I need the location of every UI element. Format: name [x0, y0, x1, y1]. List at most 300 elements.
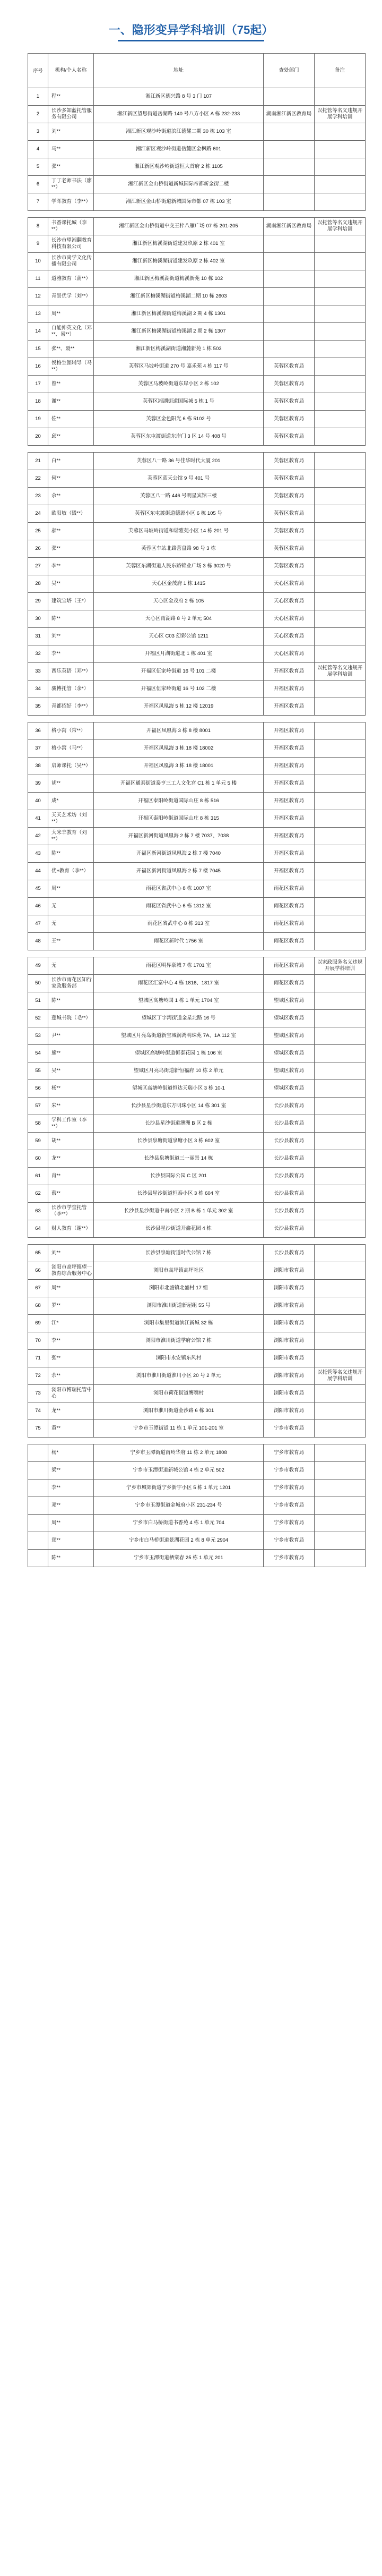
cell-name: 余** [48, 488, 94, 505]
cell-note [315, 610, 366, 628]
cell-note [315, 1385, 366, 1402]
table-row [28, 593, 366, 610]
cell-no: 59 [28, 1133, 48, 1150]
cell-no: 14 [28, 323, 48, 341]
table-row [28, 323, 366, 341]
column-header-name: 机构/个人名称 [48, 54, 94, 88]
cell-name: 刘** [48, 1245, 94, 1262]
cell-name: 青景优学（刘**） [48, 288, 94, 305]
table-row [28, 376, 366, 393]
cell-address: 浏阳市淮川街道淮川小区 20 号 2 单元 [94, 1367, 264, 1385]
cell-name: 黄** [48, 1420, 94, 1438]
cell-no: 53 [28, 1027, 48, 1045]
cell-no [28, 1480, 48, 1497]
cell-no: 65 [28, 1245, 48, 1262]
table-row [28, 88, 366, 106]
cell-address: 开福区凤凰海 5 栋 12 楼 12019 [94, 698, 264, 716]
cell-name: 李** [48, 1480, 94, 1497]
cell-note [315, 428, 366, 446]
table-row [28, 1480, 366, 1497]
cell-name: 浏阳市高坪镇望一教育综合服务中心 [48, 1262, 94, 1280]
table-row [28, 1027, 366, 1045]
cell-note [315, 1185, 366, 1203]
cell-department [264, 88, 315, 106]
cell-name: 周** [48, 1280, 94, 1297]
cell-department: 长沙县教育局 [264, 1115, 315, 1133]
table-row [28, 193, 366, 211]
table-body [28, 88, 366, 1567]
cell-name: 财人教育（谢**） [48, 1220, 94, 1238]
cell-name: 莲城书院（毛**） [48, 1010, 94, 1027]
cell-no [28, 1462, 48, 1480]
cell-note [315, 123, 366, 141]
cell-name: 丁丁老师书法（廖**） [48, 176, 94, 193]
cell-no: 61 [28, 1168, 48, 1185]
cell-name: 蔡** [48, 1185, 94, 1203]
cell-no: 39 [28, 775, 48, 793]
cell-department: 芙蓉区教育局 [264, 505, 315, 523]
cell-department: 芙蓉区教育局 [264, 376, 315, 393]
cell-department: 望城区教育局 [264, 1045, 315, 1062]
cell-no [28, 1444, 48, 1462]
cell-name: 格小窝（马**） [48, 740, 94, 758]
cell-address: 浏阳市集里街道滨江新城 32 栋 [94, 1315, 264, 1332]
cell-name: 李** [48, 1332, 94, 1350]
cell-department: 雨花区教育局 [264, 880, 315, 898]
cell-department: 雨花区教育局 [264, 975, 315, 992]
cell-name: 吴** [48, 575, 94, 593]
cell-no: 21 [28, 453, 48, 470]
table-row [28, 123, 366, 141]
cell-department: 开福区教育局 [264, 722, 315, 740]
cell-note [315, 645, 366, 663]
table-row [28, 1098, 366, 1115]
cell-department [264, 123, 315, 141]
cell-department: 望城区教育局 [264, 1080, 315, 1098]
cell-no: 22 [28, 470, 48, 488]
cell-address: 宁乡市玉潭街道 11 栋 1 单元 101-201 室 [94, 1420, 264, 1438]
cell-department: 望城区教育局 [264, 992, 315, 1010]
cell-department: 芙蓉区教育局 [264, 393, 315, 411]
cell-address: 芙蓉区车站北路营盘路 98 号 3 栋 [94, 540, 264, 558]
cell-note [315, 863, 366, 880]
cell-address: 湘江新区观沙岭街道恒大首府 2 栋 1105 [94, 158, 264, 176]
cell-name: 天天艺术坊（刘**） [48, 810, 94, 828]
cell-address: 宁乡市白马桥街道书香苑 4 栋 1 单元 704 [94, 1515, 264, 1532]
table-row [28, 470, 366, 488]
cell-note [315, 1080, 366, 1098]
cell-department: 浏阳市教育局 [264, 1297, 315, 1315]
cell-name: 陈** [48, 1550, 94, 1567]
cell-note [315, 722, 366, 740]
cell-address: 开福区泰阳岭街道国际山庄 8 栋 315 [94, 810, 264, 828]
cell-department [264, 305, 315, 323]
cell-department: 长沙县教育局 [264, 1203, 315, 1220]
cell-note [315, 1150, 366, 1168]
cell-name: 成* [48, 793, 94, 810]
column-header-note: 备注 [315, 54, 366, 88]
cell-name: 张** [48, 540, 94, 558]
table-row [28, 558, 366, 575]
cell-address: 长沙县星沙街道开鑫花园 4 栋 [94, 1220, 264, 1238]
cell-address: 开福区新河街道凤凰海 2 栋 7 楼 7037、7038 [94, 828, 264, 845]
table-row [28, 1532, 366, 1550]
table-row [28, 393, 366, 411]
page-break-gap [28, 1238, 366, 1245]
cell-address: 浏阳市高坪镇高坪社区 [94, 1262, 264, 1280]
cell-note [315, 470, 366, 488]
cell-no: 17 [28, 376, 48, 393]
cell-department [264, 176, 315, 193]
page-title: 一、隐形变异学科培训（75起） [108, 23, 274, 37]
cell-name: 龙** [48, 1402, 94, 1420]
cell-note [315, 393, 366, 411]
table-row [28, 845, 366, 863]
cell-name: 骏博托管（余*） [48, 681, 94, 698]
table-row [28, 1062, 366, 1080]
cell-address: 湘江新区梅溪湖街道梅溪新苑 10 栋 102 [94, 270, 264, 288]
cell-name: 张** [48, 1350, 94, 1367]
table-row [28, 1010, 366, 1027]
cell-department [264, 141, 315, 158]
gap-cell [28, 1438, 366, 1444]
cell-department: 芙蓉区教育局 [264, 523, 315, 540]
cell-department: 开福区教育局 [264, 863, 315, 880]
cell-address: 长沙县泉塘街道时代公馆 7 栋 [94, 1245, 264, 1262]
cell-department [264, 158, 315, 176]
cell-address: 浏阳市荷花街道鹰嘴村 [94, 1385, 264, 1402]
table-row [28, 758, 366, 775]
cell-name: 肖** [48, 1168, 94, 1185]
table-row [28, 253, 366, 270]
cell-address: 天心区南湖路 8 号 2 单元 504 [94, 610, 264, 628]
cell-address: 湘江新区梅溪湖街道梅溪湖 2 期 2 栋 1307 [94, 323, 264, 341]
table-row [28, 1280, 366, 1297]
page-break-gap [28, 716, 366, 722]
cell-department [264, 288, 315, 305]
cell-address: 开福区通泰街道泰亨三工人文化宫 C1 栋 1 单元 5 楼 [94, 775, 264, 793]
table-row [28, 1115, 366, 1133]
page-break-gap [28, 1438, 366, 1444]
cell-note [315, 1220, 366, 1238]
cell-department: 望城区教育局 [264, 1027, 315, 1045]
cell-no: 9 [28, 235, 48, 253]
cell-no: 20 [28, 428, 48, 446]
cell-address: 芙蓉区蓝天公馆 9 号 401 号 [94, 470, 264, 488]
cell-department: 湖南湘江新区教育局 [264, 106, 315, 123]
cell-name: 长沙市学堂托管（李**） [48, 1203, 94, 1220]
cell-note [315, 141, 366, 158]
cell-no: 75 [28, 1420, 48, 1438]
cell-address: 雨花区新时代 1756 室 [94, 933, 264, 950]
cell-name: 程** [48, 88, 94, 106]
cell-name: 陈** [48, 610, 94, 628]
cell-note [315, 376, 366, 393]
cell-note [315, 358, 366, 376]
cell-department: 芙蓉区教育局 [264, 428, 315, 446]
table-row [28, 722, 366, 740]
cell-address: 芙蓉区马坡岭街道 270 号 嘉禾苑 4 栋 117 号 [94, 358, 264, 376]
cell-name: 建筑宝塔（王*） [48, 593, 94, 610]
cell-name: 胡** [48, 1133, 94, 1150]
cell-address: 长沙县星沙街道东方明珠小区 14 栋 301 室 [94, 1098, 264, 1115]
cell-no: 67 [28, 1280, 48, 1297]
cell-no: 56 [28, 1080, 48, 1098]
table-row [28, 106, 366, 123]
cell-name: 学科工作室（李**） [48, 1115, 94, 1133]
cell-no: 32 [28, 645, 48, 663]
page-break-gap [28, 950, 366, 957]
cell-note [315, 341, 366, 358]
cell-address: 湘江新区梅溪湖街道湘麓新苑 1 栋 503 [94, 341, 264, 358]
cell-note: 以托管等名义违规开展学科培训 [315, 663, 366, 681]
cell-address: 天心区 C03 幻彩公馆 1211 [94, 628, 264, 645]
cell-department: 开福区教育局 [264, 758, 315, 775]
cell-address: 湘江新区梅溪湖街道梅溪湖二期 10 栋 2603 [94, 288, 264, 305]
cell-no: 51 [28, 992, 48, 1010]
cell-name: 悦格生涯辅导（马**） [48, 358, 94, 376]
cell-department: 芙蓉区教育局 [264, 358, 315, 376]
cell-name: 大米丰教育（刘**） [48, 828, 94, 845]
table-row [28, 1462, 366, 1480]
cell-department: 浏阳市教育局 [264, 1332, 315, 1350]
table-row [28, 575, 366, 593]
cell-name: 道雅教育（蒲**） [48, 270, 94, 288]
table-row [28, 1203, 366, 1220]
cell-department: 雨花区教育局 [264, 898, 315, 915]
table-row [28, 1262, 366, 1280]
table-row [28, 1350, 366, 1367]
cell-name: 朱** [48, 1098, 94, 1115]
cell-name: 张**、聂** [48, 341, 94, 358]
table-row [28, 505, 366, 523]
cell-note: 以托管等名义违规开展学科培训 [315, 218, 366, 235]
cell-note [315, 453, 366, 470]
cell-note [315, 253, 366, 270]
cell-department: 宁乡市教育局 [264, 1420, 315, 1438]
cell-note [315, 992, 366, 1010]
cell-note [315, 793, 366, 810]
table-row [28, 775, 366, 793]
table-row [28, 218, 366, 235]
cell-department: 长沙县教育局 [264, 1220, 315, 1238]
title-underline [118, 40, 264, 41]
cell-address: 芙蓉区东湖街道人民东路锦业广场 3 栋 3020 号 [94, 558, 264, 575]
cell-address: 雨花区明昇豪城 7 栋 1701 室 [94, 957, 264, 975]
table-row [28, 1402, 366, 1420]
cell-department [264, 323, 315, 341]
cell-department: 浏阳市教育局 [264, 1367, 315, 1385]
cell-name: 长沙市雨花区知行家政服务部 [48, 975, 94, 992]
cell-department: 开福区教育局 [264, 775, 315, 793]
table-row [28, 1245, 366, 1262]
table-row [28, 540, 366, 558]
cell-address: 芙蓉区八一路 36 号佳华时代大厦 201 [94, 453, 264, 470]
cell-note [315, 1550, 366, 1567]
cell-address: 湘江新区金山桥街道新城国际帝都 07 栋 103 室 [94, 193, 264, 211]
cell-address: 浏阳市淮川街道金沙路 6 栋 301 [94, 1402, 264, 1420]
cell-no: 64 [28, 1220, 48, 1238]
table-row [28, 915, 366, 933]
cell-department: 天心区教育局 [264, 628, 315, 645]
cell-no: 43 [28, 845, 48, 863]
cell-name: 西乐英语（邓**） [48, 663, 94, 681]
cell-no: 58 [28, 1115, 48, 1133]
cell-department: 芙蓉区教育局 [264, 488, 315, 505]
cell-no: 30 [28, 610, 48, 628]
table-row [28, 933, 366, 950]
cell-note [315, 323, 366, 341]
cell-department: 芙蓉区教育局 [264, 470, 315, 488]
table-row [28, 453, 366, 470]
cell-address: 开福区新河街道凤凰海 2 栋 7 楼 7040 [94, 845, 264, 863]
cell-no: 72 [28, 1367, 48, 1385]
cell-address: 湘江新区梅溪湖街道建发玖原 2 栋 402 室 [94, 253, 264, 270]
cell-address: 湘江新区德兴路 8 号 3 门 107 [94, 88, 264, 106]
cell-department: 宁乡市教育局 [264, 1532, 315, 1550]
cell-no: 11 [28, 270, 48, 288]
cell-name: 龙** [48, 1150, 94, 1168]
cell-name: 邓** [48, 1497, 94, 1515]
cell-department: 长沙县教育局 [264, 1245, 315, 1262]
cell-address: 天心区金茂府 2 栋 105 [94, 593, 264, 610]
cell-name: 优+教育（李**） [48, 863, 94, 880]
cell-address: 望城区高塘岭街道恒泰花园 1 栋 106 室 [94, 1045, 264, 1062]
cell-note [315, 1010, 366, 1027]
gap-cell [28, 446, 366, 453]
cell-note [315, 1133, 366, 1150]
cell-name: 青都招好（李**） [48, 698, 94, 716]
cell-note [315, 1027, 366, 1045]
table-row [28, 863, 366, 880]
table-row [28, 523, 366, 540]
table-row [28, 628, 366, 645]
cell-name: 佐** [48, 411, 94, 428]
cell-department: 芙蓉区教育局 [264, 540, 315, 558]
cell-no: 28 [28, 575, 48, 593]
cell-department: 开福区教育局 [264, 740, 315, 758]
cell-no: 24 [28, 505, 48, 523]
cell-address: 开福区凤凰海 3 栋 8 楼 8001 [94, 722, 264, 740]
cell-no: 38 [28, 758, 48, 775]
cell-address: 湘江新区梅溪湖街道梅溪湖 2 期 4 栋 1301 [94, 305, 264, 323]
cell-name: 周** [48, 1515, 94, 1532]
cell-note [315, 1315, 366, 1332]
table-row [28, 663, 366, 681]
cell-no: 70 [28, 1332, 48, 1350]
cell-no: 48 [28, 933, 48, 950]
cell-note [315, 775, 366, 793]
cell-note [315, 975, 366, 992]
cell-no: 37 [28, 740, 48, 758]
cell-no: 47 [28, 915, 48, 933]
cell-note [315, 1480, 366, 1497]
cell-note [315, 880, 366, 898]
cell-no: 8 [28, 218, 48, 235]
cell-name: 陈** [48, 992, 94, 1010]
cell-department: 长沙县教育局 [264, 1150, 315, 1168]
cell-name: 曾** [48, 376, 94, 393]
cell-name: 李** [48, 645, 94, 663]
cell-address: 宁乡市白马桥街道景湖花园 2 栋 8 单元 2904 [94, 1532, 264, 1550]
cell-no: 18 [28, 393, 48, 411]
cell-address: 宁乡市城郊街道宁乡新宇小区 5 栋 1 单元 1201 [94, 1480, 264, 1497]
gap-cell [28, 211, 366, 218]
cell-department: 湖南湘江新区教育局 [264, 218, 315, 235]
cell-note [315, 1262, 366, 1280]
cell-address: 雨花区省武中心 8 栋 1007 室 [94, 880, 264, 898]
cell-address: 湘江新区金山桥街道新城国际帝都新金街二楼 [94, 176, 264, 193]
cell-note [315, 758, 366, 775]
cell-no: 57 [28, 1098, 48, 1115]
gap-cell [28, 950, 366, 957]
cell-no: 52 [28, 1010, 48, 1027]
cell-note [315, 1297, 366, 1315]
table-row [28, 645, 366, 663]
cell-no: 63 [28, 1203, 48, 1220]
cell-department: 芙蓉区教育局 [264, 411, 315, 428]
table-row [28, 1220, 366, 1238]
cell-note [315, 1045, 366, 1062]
table-row [28, 698, 366, 716]
cell-department: 长沙县教育局 [264, 1168, 315, 1185]
table-row [28, 176, 366, 193]
cell-name: 学晖教育（李**） [48, 193, 94, 211]
cell-no: 10 [28, 253, 48, 270]
table-row [28, 1497, 366, 1515]
cell-name: 杨** [48, 1080, 94, 1098]
table-row [28, 810, 366, 828]
cell-name: 郝** [48, 523, 94, 540]
cell-name: 李** [48, 558, 94, 575]
cell-address: 湘江新区金山桥街道中交王梓八雁广场 07 栋 201-205 [94, 218, 264, 235]
cell-note [315, 933, 366, 950]
table-row [28, 1185, 366, 1203]
cell-no: 15 [28, 341, 48, 358]
cell-no: 49 [28, 957, 48, 975]
cell-department: 开福区教育局 [264, 663, 315, 681]
cell-address: 长沙县星沙街道澳洲 B 区 2 栋 [94, 1115, 264, 1133]
cell-name: 谢** [48, 393, 94, 411]
table-row [28, 141, 366, 158]
cell-department: 浏阳市教育局 [264, 1280, 315, 1297]
cell-address: 开福区伍家岭街道 16 号 101 二楼 [94, 663, 264, 681]
cell-department: 芙蓉区教育局 [264, 453, 315, 470]
cell-address: 芙蓉区马坡岭街道东岸小区 2 栋 102 [94, 376, 264, 393]
cell-note [315, 1115, 366, 1133]
table-row [28, 957, 366, 975]
table-row [28, 305, 366, 323]
cell-no: 23 [28, 488, 48, 505]
table-row [28, 1367, 366, 1385]
cell-address: 芙蓉区八一路 446 号明星宾馆三楼 [94, 488, 264, 505]
table-row [28, 828, 366, 845]
cell-address: 湘江新区观沙岭街道岳麓区金枫路 601 [94, 141, 264, 158]
cell-department: 浏阳市教育局 [264, 1315, 315, 1332]
cell-address: 宁乡市玉潭街道新城公馆 4 栋 2 单元 502 [94, 1462, 264, 1480]
cell-no: 62 [28, 1185, 48, 1203]
cell-no: 2 [28, 106, 48, 123]
column-header-address: 地址 [94, 54, 264, 88]
cell-name: 周** [48, 305, 94, 323]
cell-address: 宁乡市玉潭街道金城府小区 231-234 号 [94, 1497, 264, 1515]
cell-address: 芙蓉区东屯渡街道东岸门 3 区 14 号 408 号 [94, 428, 264, 446]
cell-note [315, 523, 366, 540]
cell-address: 芙蓉区金色阳光 6 栋 5102 号 [94, 411, 264, 428]
cell-address: 长沙县星沙街道恒泰小区 3 栋 604 室 [94, 1185, 264, 1203]
cell-name: 刘** [48, 123, 94, 141]
cell-no: 29 [28, 593, 48, 610]
